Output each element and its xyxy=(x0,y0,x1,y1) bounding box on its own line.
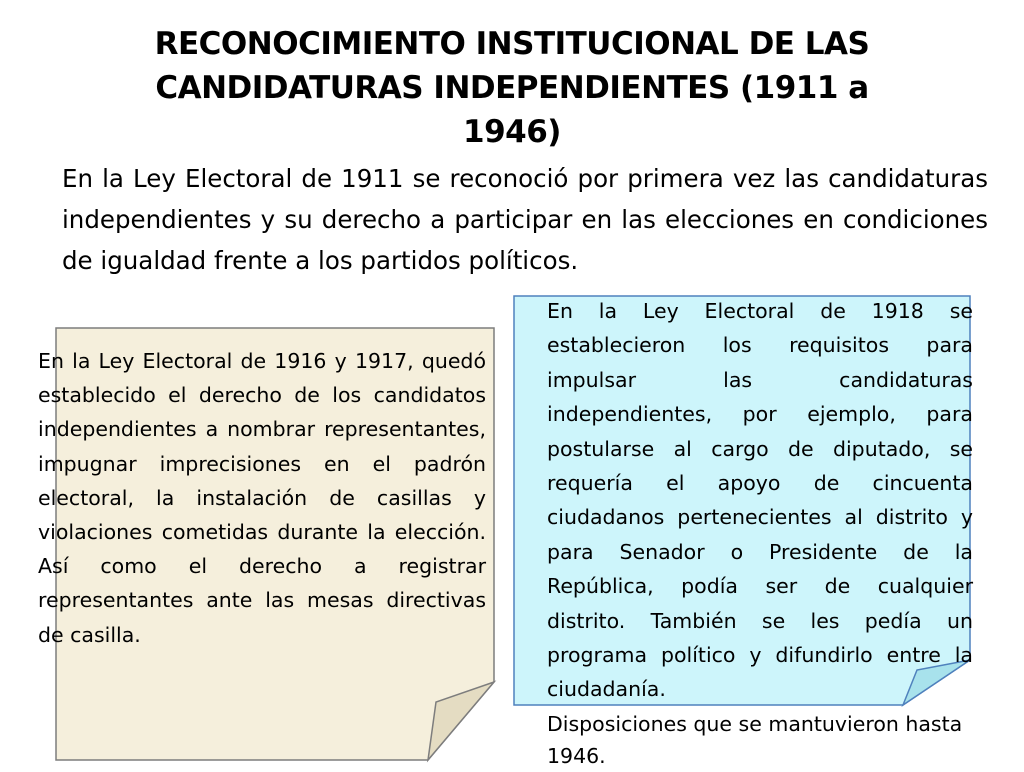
right-note-tail: Disposiciones que se mantuvieron hasta 1946. xyxy=(547,712,963,768)
right-note-text: En la Ley Electoral de 1918 se establecieron los requisitos para impulsar las candidaturas independientes, por ejemplo, para postularse al cargo de diputado, se requería el apoyo de cincuenta ciudadanos pertenecientes al distrito y para Senador o Presidente de la República, podía ser de cualquier distrito. También se les pedía un programa político y difundirlo entre la ciudadanía. xyxy=(547,299,973,702)
left-note-text: En la Ley Electoral de 1916 y 1917, quedó establecido el derecho de los candidatos independientes a nombrar representantes, impugnar imprecisiones en el padrón electoral, la instalación de casillas y violaciones cometidas durante la elección. Así como el derecho a registrar representantes ante las mesas directivas de casilla. xyxy=(38,349,486,647)
slide-title: RECONOCIMIENTO INSTITUCIONAL DE LAS CANDIDATURAS INDEPENDIENTES (1911 a 1946) xyxy=(154,26,870,150)
intro-paragraph: En la Ley Electoral de 1911 se reconoció por primera vez las candidaturas independientes y su derecho a participar en las elecciones en condiciones de igualdad frente a los partidos políticos. xyxy=(62,164,988,275)
